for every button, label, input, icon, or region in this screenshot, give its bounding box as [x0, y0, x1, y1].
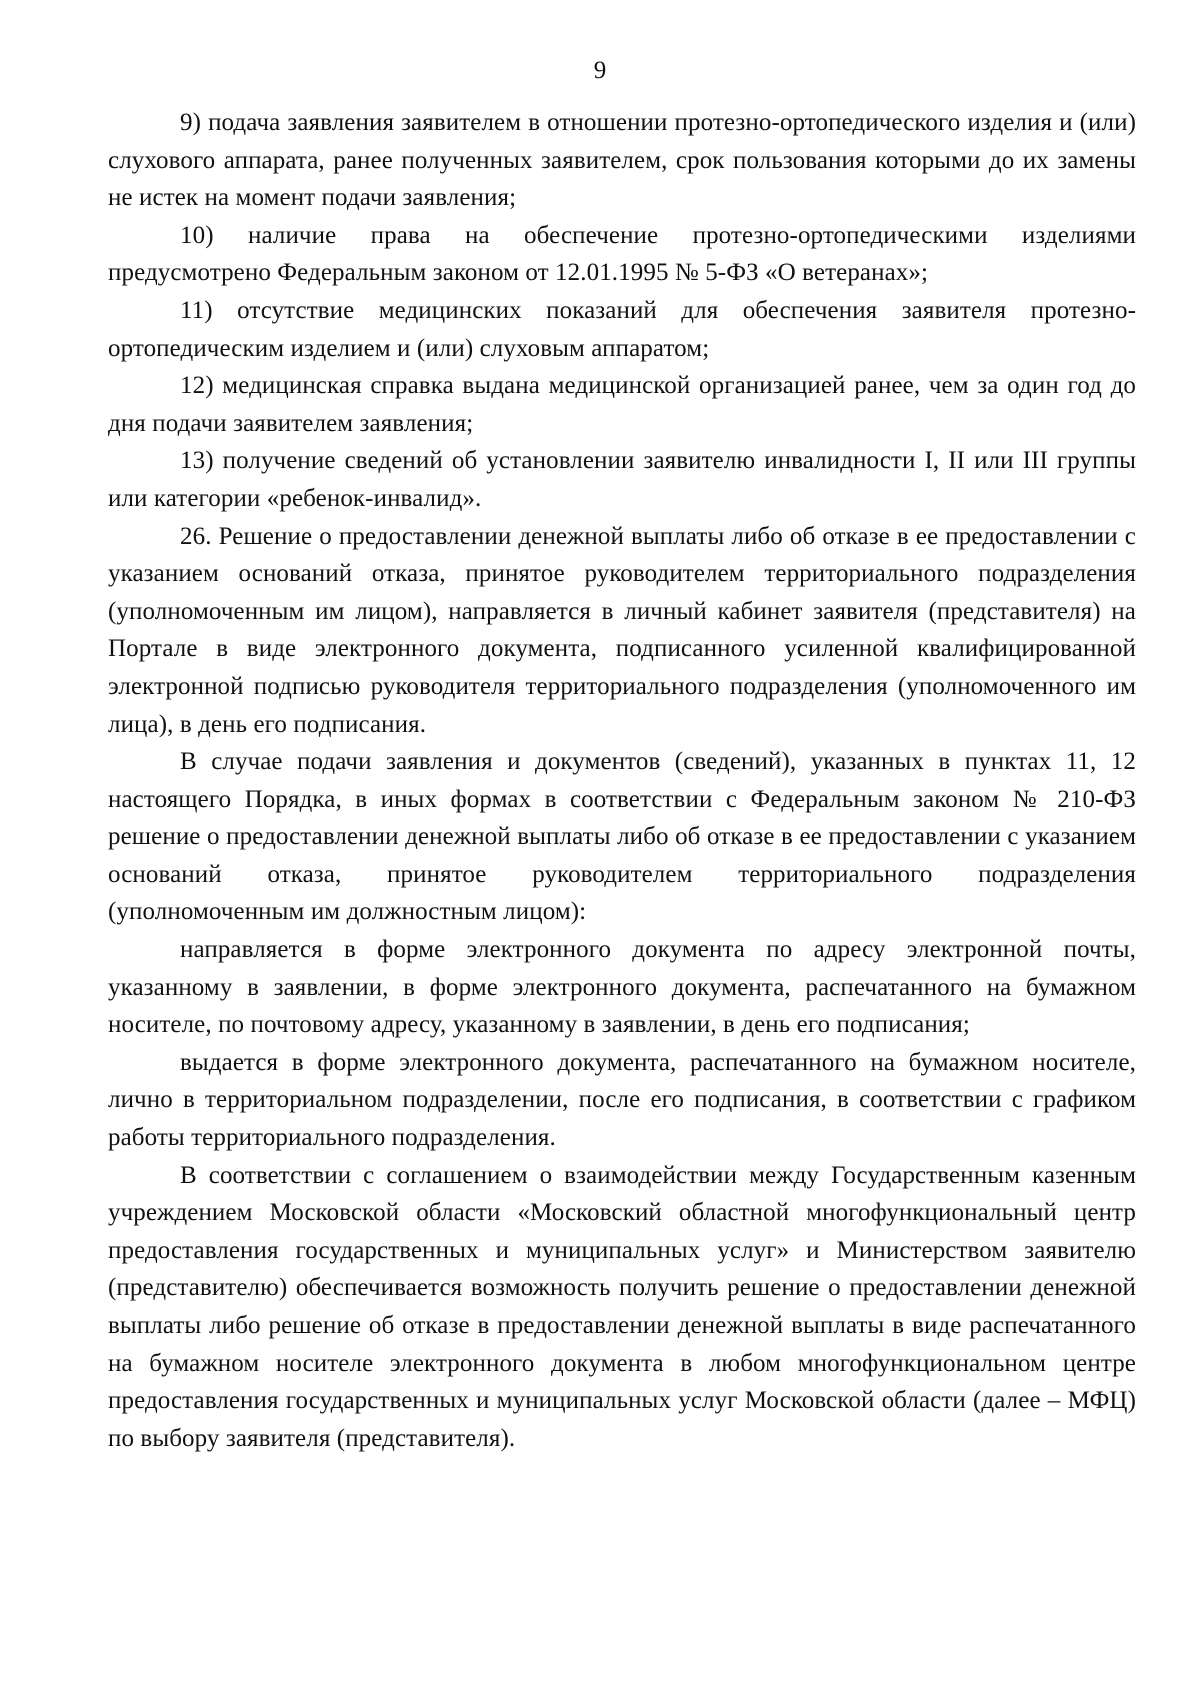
list-item-9: 9) подача заявления заявителем в отношении протезно-ортопедического изделия и (или) слухового аппарата, ранее полученных заявителем, срок пользования которыми до их замены не истек на момент подачи заявления; [108, 109, 1136, 212]
list-item-13: 13) получение сведений об установлении заявителю инвалидности I, II или III группы или категории «ребенок-инвалид». [108, 447, 1136, 512]
list-item-10: 10) наличие права на обеспечение протезно-ортопедическими изделиями предусмотрено Федеральным законом от 12.01.1995 № 5-ФЗ «О ветеранах»; [108, 221, 1136, 287]
clause-26: 26. Решение о предоставлении денежной выплаты либо об отказе в ее предоставлении с указанием оснований отказа, принятое руководителем территориального подразделения (уполномоченным им лицом), направляется в личный кабинет заявителя (представителя) на Портале в виде электронного документа, подписанного усиленной квалифицированной электронной подписью руководителя территориального подразделения (уполномоченного им лица), в день его подписания. [108, 522, 1136, 738]
page-number: 9 [593, 57, 607, 84]
paragraph-other-forms: В случае подачи заявления и документов (сведений), указанных в пунктах 11, 12 настоящего Порядка, в иных формах в соответствии с Федеральным законом № 210-ФЗ решение о предоставлении денежной выплаты либо об отказе в ее предоставлении с указанием оснований отказа, принятое руководителем территориального подразделения (уполномоченным им должностным лицом): [108, 748, 1136, 926]
list-item-12: 12) медицинская справка выдана медицинской организацией ранее, чем за один год до дня подачи заявителем заявления; [108, 372, 1136, 437]
list-item-11: 11) отсутствие медицинских показаний для обеспечения заявителя протезно-ортопедическим изделием и (или) слуховым аппаратом; [108, 296, 1136, 362]
paragraph-issued-in-person: выдается в форме электронного документа, распечатанного на бумажном носителе, лично в территориальном подразделении, после его подписания, в соответствии с графиком работы территориального подразделения. [108, 1048, 1136, 1152]
paragraph-sent-by-email: направляется в форме электронного документа по адресу электронной почты, указанному в заявлении, в форме электронного документа, распечатанного на бумажном носителе, по почтовому адресу, указанному в заявлении, в день его подписания; [108, 936, 1136, 1039]
document-body [108, 104, 1136, 1457]
paragraph-mfc-agreement: В соответствии с соглашением о взаимодействии между Государственным казенным учреждением Московской области «Московский областной многофункциональный центр предоставления государственных и муниципальных услуг» и Министерством заявителю (представителю) обеспечивается возможность получить решение о предоставлении денежной выплаты либо решение об отказе в предоставлении денежной выплаты в виде распечатанного на бумажном носителе электронного документа в любом многофункциональном центре предоставления государственных и муниципальных услуг Московской области (далее – МФЦ) по выбору заявителя (представителя). [108, 1161, 1136, 1452]
